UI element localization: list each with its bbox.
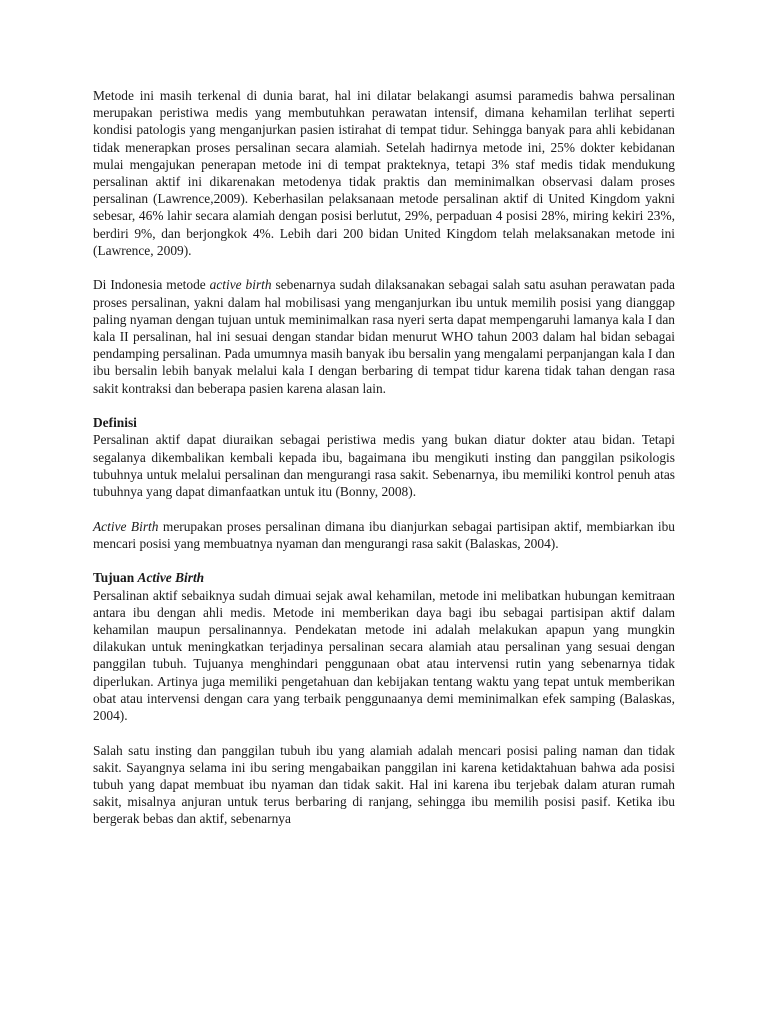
heading-tujuan-plain: Tujuan xyxy=(93,570,138,586)
paragraph-indonesia xyxy=(93,276,675,396)
paragraph-active-birth-definition xyxy=(93,518,675,552)
paragraph-definisi: Persalinan aktif dapat diuraikan sebagai peristiwa medis yang bukan diatur dokter atau bidan. Tetapi segalanya dikembalikan kembali kepada ibu, bagaimana ibu mengikuti insting dan panggilan psikologis tubuhnya untuk melalui persalinan dan mengurangi rasa sakit. Sebenarnya, ibu memiliki kontrol penuh atas tubuhnya yang dapat dimanfaatkan untuk itu (Bonny, 2008). xyxy=(93,432,675,500)
paragraph-tujuan: Persalinan aktif sebaiknya sudah dimuai sejak awal kehamilan, metode ini melibatkan hubungan kemitraan antara ibu dengan ahli medis. Metode ini memberikan daya bagi ibu sebagai partisipan aktif dalam kehamilan maupun persalinannya. Pendekatan metode ini adalah melakukan apapun yang mungkin dilakukan untuk meningkatkan terjadinya persalinan secara alamiah atau persalinan yang sesuai dengan panggilan tubuh. Tujuanya menghindari penggunaan obat atau intervensi rutin yang sebenarnya tidak diperlukan. Artinya juga memiliki pengetahuan dan kebijakan tentang waktu yang tepat untuk memberikan obat atau intervensi dengan cara yang terbaik penggunaanya demi meminimalkan efek samping (Balaskas, 2004). xyxy=(93,587,675,724)
paragraph-insting: Salah satu insting dan panggilan tubuh ibu yang alamiah adalah mencari posisi paling naman dan tidak sakit. Sayangnya selama ini ibu sering mengabaikan panggilan ini karena ketidaktahuan bahwa ada posisi tubuh yang dapat membuat ibu nyaman dan tidak sakit. Hal ini karena ibu terjebak dalam aturan rumah sakit, misalnya anjuran untuk terus berbaring di ranjang, sehingga ibu memilih posisi pasif. Ketika ibu bergerak bebas dan aktif, sebenarnya xyxy=(93,742,675,827)
paragraph-indonesia-body: sebenarnya sudah dilaksanakan sebagai salah satu asuhan perawatan pada proses persalinan, yakni dalam hal mobilisasi yang menganjurkan ibu untuk memilih posisi yang dianggap paling nyaman dengan tujuan untuk meminimalkan rasa nyeri serta dapat mempengaruhi lamanya kala I dan kala II persalinan, hal ini sesuai dengan standar bidan menurut WHO tahun 2003 dalam hal bidan sebagai pendamping persalinan. Pada umumnya masih banyak ibu bersalin yang mengalami perpanjangan kala I dan ibu bersalin lebih banyak melalui kala I dengan berbaring di tempat tidur karena tidak tahan dengan rasa sakit kontraksi dan beberapa pasien karena alasan lain. xyxy=(93,277,675,396)
active-birth-term: Active Birth xyxy=(93,518,159,534)
active-birth-term: active birth xyxy=(209,277,272,293)
paragraph-indonesia-lead: Di Indonesia metode xyxy=(93,277,210,293)
heading-definisi: Definisi xyxy=(93,415,137,431)
document-page xyxy=(93,87,675,828)
heading-tujuan-italic: Active Birth xyxy=(137,570,205,586)
heading-tujuan xyxy=(93,569,675,586)
paragraph-history: Metode ini masih terkenal di dunia barat, hal ini dilatar belakangi asumsi paramedis bahwa persalinan merupakan peristiwa medis yang membutuhkan perawatan intensif, dimana kehamilan terlihat seperti kondisi patologis yang menganjurkan pasien istirahat di tempat tidur. Sehingga banyak para ahli kebidanan tidak menerapkan proses persalinan secara alamiah. Setelah hadirnya metode ini, 25% dokter kebidanan mulai mengajukan penerapan metode ini di tempat prakteknya, tetapi 3% staf medis tidak mendukung persalinan aktif ini dikarenakan metodenya tidak praktis dan meminimalkan observasi dalam proses persalinan (Lawrence,2009). Keberhasilan pelaksanaan metode persalinan aktif di United Kingdom yakni sebesar, 46% lahir secara alamiah dengan posisi berlutut, 29%, perpaduan 4 posisi 28%, miring kekiri 23%, berdiri 9%, dan berjongkok 4%. Lebih dari 200 bidan United Kingdom telah melaksanakan metode ini (Lawrence, 2009). xyxy=(93,88,675,258)
paragraph-active-birth-body: merupakan proses persalinan dimana ibu dianjurkan sebagai partisipan aktif, membiarkan ibu mencari posisi yang membuatnya nyaman dan mengurangi rasa sakit (Balaskas, 2004). xyxy=(93,518,675,551)
